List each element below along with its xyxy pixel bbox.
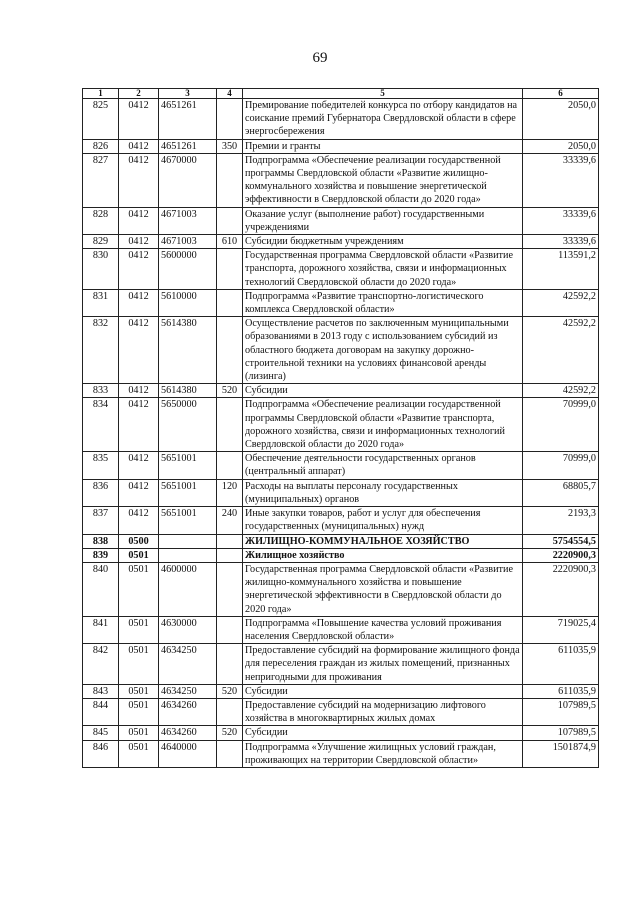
row-number: 826 bbox=[83, 139, 119, 153]
section-code: 0412 bbox=[119, 207, 159, 234]
table-row bbox=[83, 507, 599, 534]
amount: 719025,4 bbox=[523, 616, 599, 643]
amount: 33339,6 bbox=[523, 207, 599, 234]
table-row bbox=[83, 398, 599, 452]
section-code: 0412 bbox=[119, 99, 159, 140]
row-number: 841 bbox=[83, 616, 119, 643]
table-row bbox=[83, 153, 599, 207]
row-number: 831 bbox=[83, 289, 119, 316]
item-name: Предоставление субсидий на формирование жилищного фонда для переселения граждан из жилых помещений, признанных непригодными для проживания bbox=[243, 644, 523, 685]
item-name: Обеспечение деятельности государственных органов (центральный аппарат) bbox=[243, 452, 523, 479]
item-name: Иные закупки товаров, работ и услуг для обеспечения государственных (муниципальных) нужд bbox=[243, 507, 523, 534]
section-code: 0501 bbox=[119, 548, 159, 562]
header-col-1: 1 bbox=[83, 89, 119, 99]
header-col-3: 3 bbox=[159, 89, 217, 99]
table-row bbox=[83, 452, 599, 479]
amount: 611035,9 bbox=[523, 644, 599, 685]
row-number: 838 bbox=[83, 534, 119, 548]
amount: 113591,2 bbox=[523, 249, 599, 290]
target-article-code: 5651001 bbox=[159, 452, 217, 479]
row-number: 833 bbox=[83, 384, 119, 398]
expense-type-code bbox=[217, 153, 243, 207]
target-article-code: 4651261 bbox=[159, 139, 217, 153]
table-row bbox=[83, 740, 599, 767]
row-number: 845 bbox=[83, 726, 119, 740]
amount: 33339,6 bbox=[523, 235, 599, 249]
section-code: 0412 bbox=[119, 384, 159, 398]
header-col-6: 6 bbox=[523, 89, 599, 99]
table-row bbox=[83, 644, 599, 685]
expense-type-code: 520 bbox=[217, 726, 243, 740]
table-row bbox=[83, 726, 599, 740]
amount: 42592,2 bbox=[523, 384, 599, 398]
target-article-code: 4630000 bbox=[159, 616, 217, 643]
expense-type-code: 240 bbox=[217, 507, 243, 534]
item-name: Государственная программа Свердловской области «Развитие транспорта, дорожного хозяйства, связи и информационных технологий Свердловской области до 2020 года» bbox=[243, 249, 523, 290]
amount: 42592,2 bbox=[523, 289, 599, 316]
expense-type-code: 610 bbox=[217, 235, 243, 249]
item-name: Жилищное хозяйство bbox=[243, 548, 523, 562]
target-article-code: 5651001 bbox=[159, 507, 217, 534]
section-code: 0501 bbox=[119, 562, 159, 616]
table-body bbox=[83, 99, 599, 768]
section-code: 0412 bbox=[119, 507, 159, 534]
section-code: 0412 bbox=[119, 153, 159, 207]
section-code: 0501 bbox=[119, 684, 159, 698]
table-row bbox=[83, 235, 599, 249]
item-name: Подпрограмма «Повышение качества условий проживания населения Свердловской области» bbox=[243, 616, 523, 643]
section-code: 0412 bbox=[119, 479, 159, 506]
section-code: 0412 bbox=[119, 317, 159, 384]
item-name: Субсидии bbox=[243, 384, 523, 398]
item-name: Подпрограмма «Развитие транспортно-логистического комплекса Свердловской области» bbox=[243, 289, 523, 316]
target-article-code: 5614380 bbox=[159, 317, 217, 384]
item-name: Предоставление субсидий на модернизацию лифтового хозяйства в многоквартирных жилых домах bbox=[243, 698, 523, 725]
amount: 1501874,9 bbox=[523, 740, 599, 767]
expense-type-code bbox=[217, 398, 243, 452]
expense-type-code bbox=[217, 99, 243, 140]
row-number: 844 bbox=[83, 698, 119, 725]
table-row bbox=[83, 616, 599, 643]
target-article-code bbox=[159, 548, 217, 562]
table-row bbox=[83, 99, 599, 140]
target-article-code: 4671003 bbox=[159, 207, 217, 234]
item-name: Подпрограмма «Обеспечение реализации государственной программы Свердловской области «Развитие жилищно-коммунального хозяйства и повышение энергетической эффективности в Свердловской области до 2020 года» bbox=[243, 153, 523, 207]
target-article-code: 4634260 bbox=[159, 698, 217, 725]
row-number: 840 bbox=[83, 562, 119, 616]
header-col-2: 2 bbox=[119, 89, 159, 99]
target-article-code: 4640000 bbox=[159, 740, 217, 767]
expense-type-code bbox=[217, 644, 243, 685]
table-row bbox=[83, 384, 599, 398]
table-header-row bbox=[83, 89, 599, 99]
item-name: Подпрограмма «Обеспечение реализации государственной программы Свердловской области «Развитие транспорта, дорожного хозяйства, связи и информационных технологий Свердловской области до 2020 года» bbox=[243, 398, 523, 452]
table-row bbox=[83, 479, 599, 506]
target-article-code bbox=[159, 534, 217, 548]
row-number: 832 bbox=[83, 317, 119, 384]
amount: 611035,9 bbox=[523, 684, 599, 698]
amount: 33339,6 bbox=[523, 153, 599, 207]
item-name: Премирование победителей конкурса по отбору кандидатов на соискание премий Губернатора Свердловской области в сфере энергосбережения bbox=[243, 99, 523, 140]
amount: 2050,0 bbox=[523, 99, 599, 140]
amount: 107989,5 bbox=[523, 698, 599, 725]
item-name: ЖИЛИЩНО-КОММУНАЛЬНОЕ ХОЗЯЙСТВО bbox=[243, 534, 523, 548]
row-number: 835 bbox=[83, 452, 119, 479]
item-name: Оказание услуг (выполнение работ) государственными учреждениями bbox=[243, 207, 523, 234]
expense-type-code bbox=[217, 452, 243, 479]
section-code: 0412 bbox=[119, 289, 159, 316]
amount: 42592,2 bbox=[523, 317, 599, 384]
row-number: 846 bbox=[83, 740, 119, 767]
expense-type-code: 520 bbox=[217, 384, 243, 398]
amount: 5754554,5 bbox=[523, 534, 599, 548]
item-name: Премии и гранты bbox=[243, 139, 523, 153]
item-name: Государственная программа Свердловской области «Развитие жилищно-коммунального хозяйства и повышение энергетической эффективности в Свердловской области до 2020 года» bbox=[243, 562, 523, 616]
expense-type-code bbox=[217, 698, 243, 725]
expense-type-code bbox=[217, 616, 243, 643]
table-row bbox=[83, 534, 599, 548]
amount: 2220900,3 bbox=[523, 548, 599, 562]
expense-type-code bbox=[217, 534, 243, 548]
table-row bbox=[83, 289, 599, 316]
target-article-code: 4671003 bbox=[159, 235, 217, 249]
row-number: 827 bbox=[83, 153, 119, 207]
table-row bbox=[83, 562, 599, 616]
item-name: Осуществление расчетов по заключенным муниципальными образованиями в 2013 году с использованием субсидий из областного бюджета договорам на закупку дорожно-строительной техники на условиях финансовой аренды (лизинга) bbox=[243, 317, 523, 384]
section-code: 0412 bbox=[119, 452, 159, 479]
section-code: 0412 bbox=[119, 249, 159, 290]
expense-type-code bbox=[217, 207, 243, 234]
table-row bbox=[83, 207, 599, 234]
row-number: 829 bbox=[83, 235, 119, 249]
section-code: 0500 bbox=[119, 534, 159, 548]
table-row bbox=[83, 548, 599, 562]
expense-type-code bbox=[217, 562, 243, 616]
row-number: 836 bbox=[83, 479, 119, 506]
amount: 68805,7 bbox=[523, 479, 599, 506]
section-code: 0501 bbox=[119, 616, 159, 643]
expense-type-code: 120 bbox=[217, 479, 243, 506]
table-row bbox=[83, 698, 599, 725]
item-name: Субсидии bbox=[243, 684, 523, 698]
budget-table bbox=[82, 88, 599, 768]
item-name: Субсидии бюджетным учреждениям bbox=[243, 235, 523, 249]
amount: 107989,5 bbox=[523, 726, 599, 740]
target-article-code: 4634250 bbox=[159, 644, 217, 685]
page-number: 69 bbox=[312, 50, 328, 66]
row-number: 837 bbox=[83, 507, 119, 534]
target-article-code: 5600000 bbox=[159, 249, 217, 290]
target-article-code: 5614380 bbox=[159, 384, 217, 398]
item-name: Субсидии bbox=[243, 726, 523, 740]
target-article-code: 4670000 bbox=[159, 153, 217, 207]
amount: 70999,0 bbox=[523, 452, 599, 479]
table-row bbox=[83, 317, 599, 384]
item-name: Расходы на выплаты персоналу государственных (муниципальных) органов bbox=[243, 479, 523, 506]
amount: 2050,0 bbox=[523, 139, 599, 153]
row-number: 839 bbox=[83, 548, 119, 562]
header-col-4: 4 bbox=[217, 89, 243, 99]
amount: 2220900,3 bbox=[523, 562, 599, 616]
amount: 70999,0 bbox=[523, 398, 599, 452]
target-article-code: 5610000 bbox=[159, 289, 217, 316]
item-name: Подпрограмма «Улучшение жилищных условий граждан, проживающих на территории Свердловской области» bbox=[243, 740, 523, 767]
target-article-code: 5650000 bbox=[159, 398, 217, 452]
section-code: 0501 bbox=[119, 740, 159, 767]
table-row bbox=[83, 684, 599, 698]
target-article-code: 4634260 bbox=[159, 726, 217, 740]
target-article-code: 4634250 bbox=[159, 684, 217, 698]
target-article-code: 5651001 bbox=[159, 479, 217, 506]
header-col-5: 5 bbox=[243, 89, 523, 99]
expense-type-code bbox=[217, 249, 243, 290]
expense-type-code: 350 bbox=[217, 139, 243, 153]
section-code: 0412 bbox=[119, 398, 159, 452]
expense-type-code bbox=[217, 740, 243, 767]
row-number: 842 bbox=[83, 644, 119, 685]
row-number: 834 bbox=[83, 398, 119, 452]
row-number: 830 bbox=[83, 249, 119, 290]
target-article-code: 4651261 bbox=[159, 99, 217, 140]
section-code: 0501 bbox=[119, 726, 159, 740]
row-number: 825 bbox=[83, 99, 119, 140]
row-number: 843 bbox=[83, 684, 119, 698]
row-number: 828 bbox=[83, 207, 119, 234]
table-row bbox=[83, 249, 599, 290]
target-article-code: 4600000 bbox=[159, 562, 217, 616]
section-code: 0501 bbox=[119, 698, 159, 725]
expense-type-code: 520 bbox=[217, 684, 243, 698]
expense-type-code bbox=[217, 548, 243, 562]
expense-type-code bbox=[217, 317, 243, 384]
amount: 2193,3 bbox=[523, 507, 599, 534]
section-code: 0412 bbox=[119, 139, 159, 153]
table-row bbox=[83, 139, 599, 153]
section-code: 0501 bbox=[119, 644, 159, 685]
section-code: 0412 bbox=[119, 235, 159, 249]
expense-type-code bbox=[217, 289, 243, 316]
